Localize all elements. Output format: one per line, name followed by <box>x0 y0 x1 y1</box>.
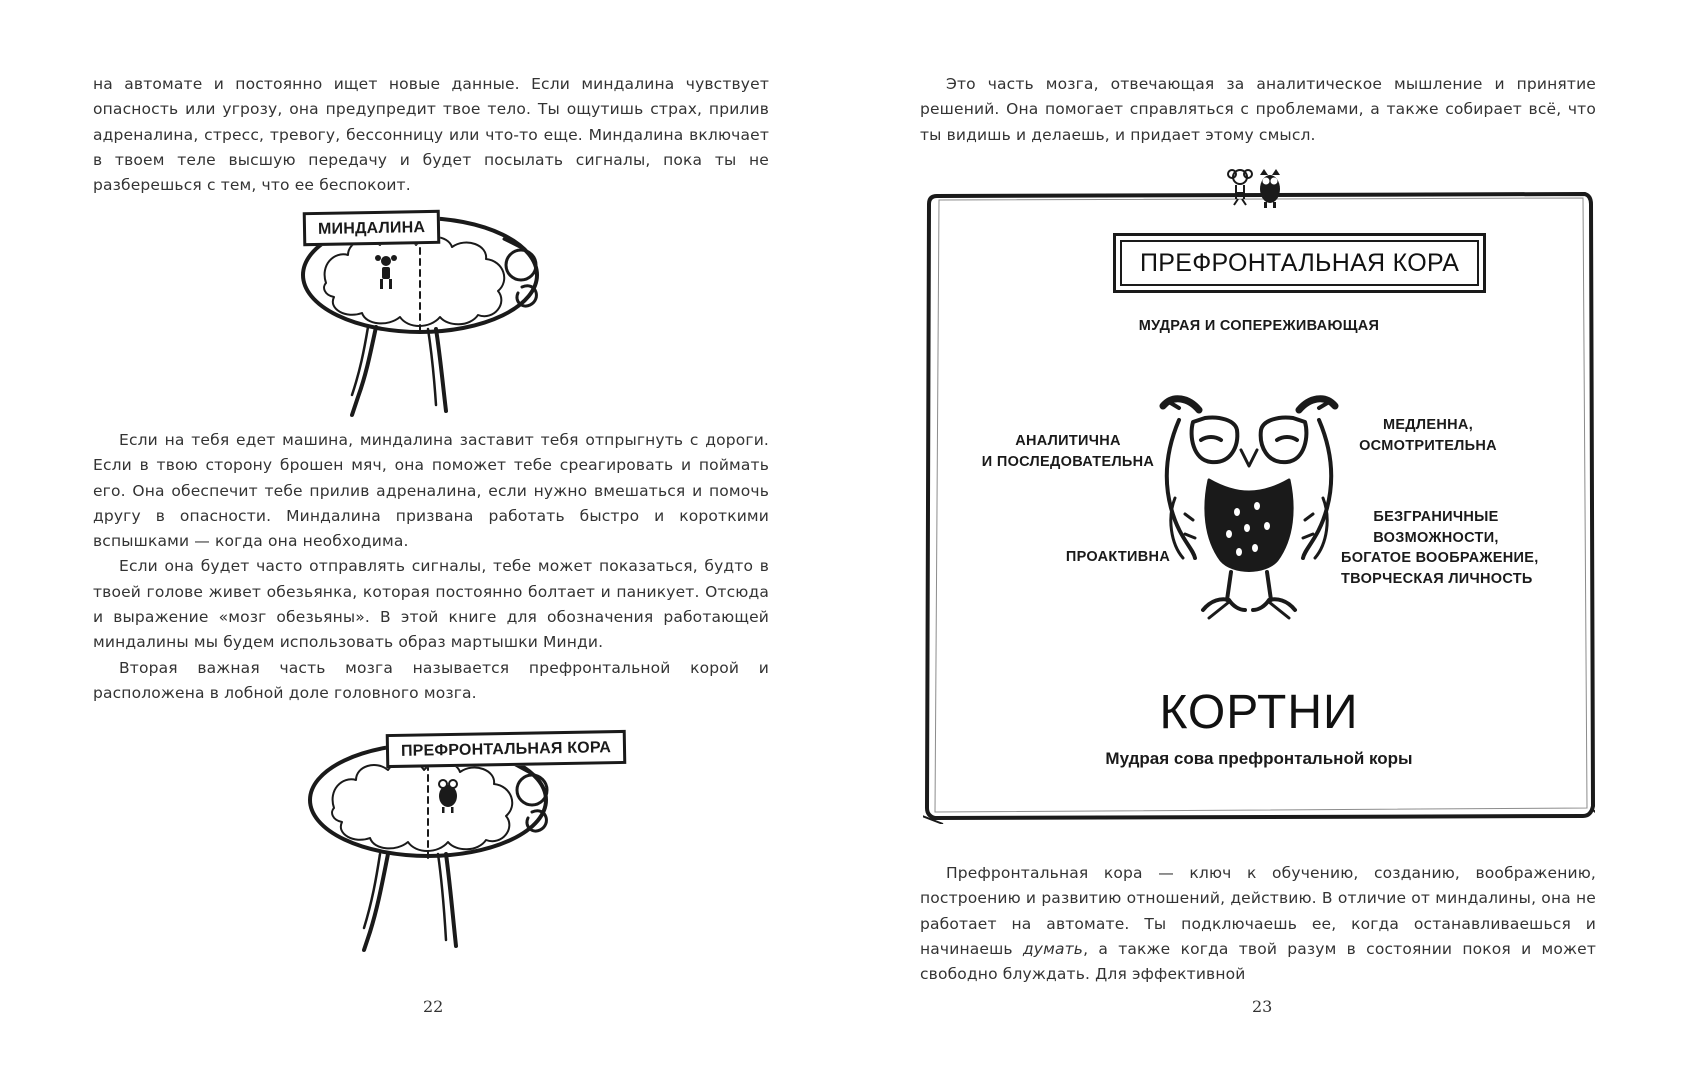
amygdala-label: МИНДАЛИНА <box>303 210 441 246</box>
monkey-icon <box>375 255 397 289</box>
trait-analytical-line-1: АНАЛИТИЧНА <box>1015 433 1121 449</box>
trait-slow-line-1: МЕДЛЕННА, <box>1382 417 1474 433</box>
left-text-top <box>93 72 769 198</box>
trait-creative-line-3: БОГАТОЕ ВООБРАЖЕНИЕ, <box>1341 550 1539 566</box>
right-text-top <box>920 72 1596 148</box>
prefrontal-head-illustration <box>298 738 578 958</box>
trait-wise: МУДРАЯ И СОПЕРЕЖИВАЮЩАЯ <box>1138 318 1380 334</box>
owl-small-icon <box>439 780 457 813</box>
right-paragraph-2 <box>920 861 1596 987</box>
trait-analytical <box>973 431 1163 472</box>
right-paragraph-2-part-2: , а также когда твой разум в состоянии покоя и может свободно блуждать. Для эффективной <box>920 939 1596 984</box>
trait-slow-line-2: ОСМОТРИТЕЛЬНА <box>1359 437 1497 454</box>
trait-creative-line-1: БЕЗГРАНИЧНЫЕ <box>1373 509 1499 525</box>
right-text-bottom <box>920 861 1596 987</box>
owl-illustration <box>1149 388 1349 638</box>
owl-subtitle: Мудрая сова префронтальной коры <box>1105 749 1413 768</box>
left-paragraph-2: Если на тебя едет машина, миндалина заставит тебя отпрыгнуть с дороги. Если в твою сторону брошен мяч, она поможет тебе среагировать и поймать его. Она обеспечит тебе прилив адреналина, если нужно вмешаться и помочь другу в опасности. Миндалина призвана работать быстро и короткими вспышками — когда она необходима. <box>93 431 769 551</box>
right-paragraph-2-part-1: Префронтальная кора — ключ к обучению, созданию, воображению, построению и развитию отношений, действию. В отличие от миндалины, она не работает на автомате. Ты подключаешь ее, когда останавливаешься и начинаешь <box>920 864 1596 958</box>
card-title: ПРЕФРОНТАЛЬНАЯ КОРА <box>1120 240 1479 286</box>
left-text-middle <box>93 428 769 706</box>
right-paragraph-2-italic: думать <box>1022 939 1084 958</box>
right-page <box>844 0 1688 1080</box>
left-paragraph-1: на автомате и постоянно ищет новые данные. Если миндалина чувствует опасность или угрозу, она предупредит твое тело. Ты ощутишь страх, прилив адреналина, стресс, тревогу, бессонницу или что-то еще. Миндалина включает в твоем теле высшую передачу и будет посылать сигналы, пока ты не разберешься с тем, что ее беспокоит. <box>93 75 769 195</box>
card-title-box <box>1113 233 1486 293</box>
prefrontal-label: ПРЕФРОНТАЛЬНАЯ КОРА <box>386 730 627 768</box>
trait-creative <box>1341 507 1539 589</box>
owl-character-card <box>923 188 1595 824</box>
trait-proactive: ПРОАКТИВНА <box>1065 549 1171 565</box>
left-paragraph-4: Вторая важная часть мозга называется префронтальной корой и расположена в лобной доле головного мозга. <box>93 658 769 702</box>
page-number-left: 22 <box>423 997 444 1016</box>
right-paragraph-1: Это часть мозга, отвечающая за аналитическое мышление и принятие решений. Она помогает справляться с проблемами, а также собирает всё, что ты видишь и делаешь, и придает этому смысл. <box>920 75 1596 144</box>
page-number-right: 23 <box>1252 997 1273 1016</box>
trait-slow <box>1353 415 1503 456</box>
left-paragraph-3: Если она будет часто отправлять сигналы, тебе может показаться, будто в твоей голове живет обезьянка, которая постоянно болтает и паникует. Отсюда и выражение «мозг обезьяны». В этой книге для обозначения работающей миндалины мы будем использовать образ мартышки Минди. <box>93 557 769 652</box>
trait-analytical-line-2: И ПОСЛЕДОВАТЕЛЬНА <box>981 453 1155 470</box>
trait-creative-line-2: ВОЗМОЖНОСТИ, <box>1373 529 1499 546</box>
owl-name: КОРТНИ <box>1159 686 1359 739</box>
trait-creative-line-4: ТВОРЧЕСКАЯ ЛИЧНОСТЬ <box>1341 570 1533 587</box>
